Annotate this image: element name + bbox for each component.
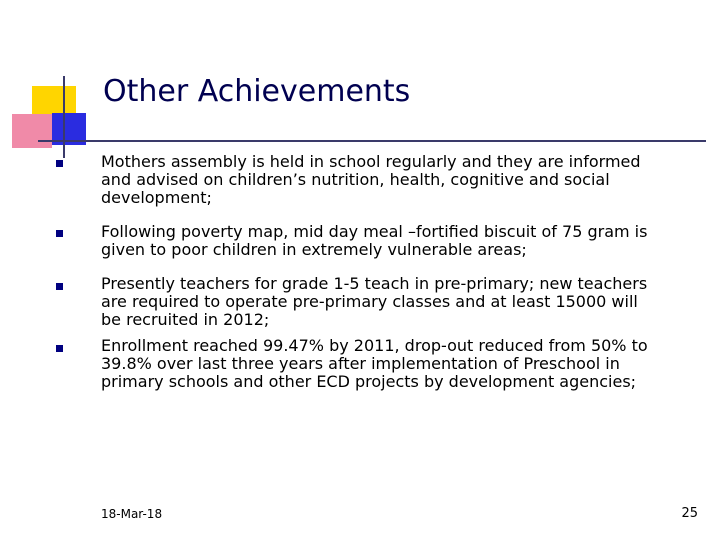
decor-pink-square [12, 114, 52, 148]
page-number: 25 [681, 506, 698, 521]
title-underline-rule [38, 140, 706, 142]
bullet-marker-4 [56, 345, 63, 352]
decor-vertical-rule [63, 76, 65, 158]
bullet-marker-2 [56, 230, 63, 237]
slide-title: Other Achievements [103, 74, 411, 109]
bullet-text-3: Presently teachers for grade 1-5 teach in pre-primary; new teachers are required to operate pre-primary classes and at least 15000 will be recruited in 2012; [101, 274, 648, 329]
bullet-text-4: Enrollment reached 99.47% by 2011, drop-out reduced from 50% to 39.8% over last three years after implementation of Preschool in primary schools and other ECD projects by development agencies; [101, 336, 648, 391]
bullet-marker-3 [56, 283, 63, 290]
bullet-text-1: Mothers assembly is held in school regularly and they are informed and advised on children’s nutrition, health, cognitive and social development; [101, 152, 641, 207]
footer-date: 18-Mar-18 [101, 507, 163, 521]
bullet-marker-1 [56, 160, 63, 167]
bullet-text-2: Following poverty map, mid day meal –fortified biscuit of 75 gram is given to poor children in extremely vulnerable areas; [101, 222, 648, 259]
